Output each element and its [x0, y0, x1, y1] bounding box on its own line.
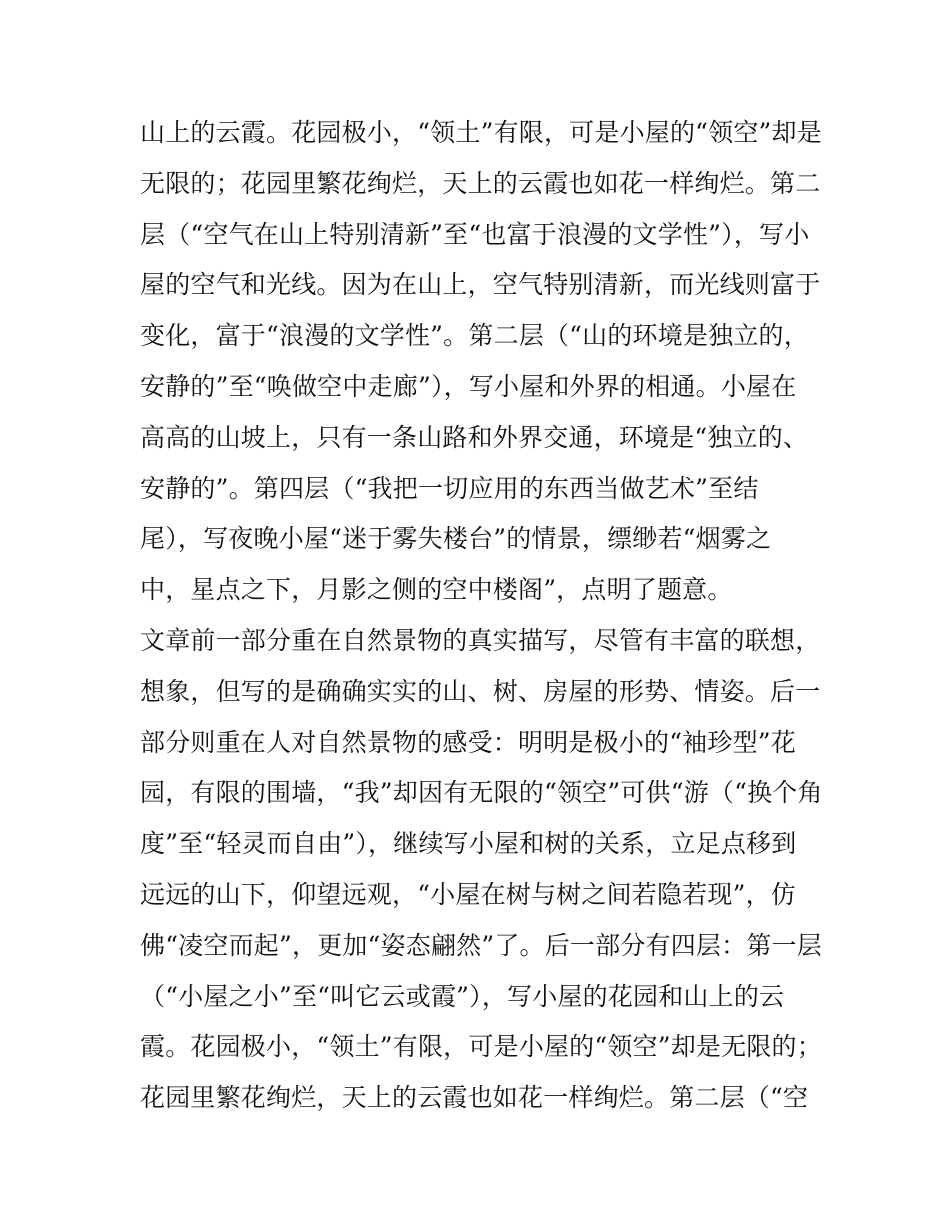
text-line: 层（“空气在山上特别清新”至“也富于浪漫的文学性”），写小 — [140, 219, 810, 249]
text-line: （“小屋之小”至“叫它云或霞”），写小屋的花园和山上的云 — [140, 981, 785, 1011]
text-line: 远远的山下，仰望远观，“小屋在树与树之间若隐若现”，仿 — [140, 879, 796, 909]
text-line: 安静的”至“唤做空中走廊”），写小屋和外界的相通。小屋在 — [140, 371, 797, 401]
text-line: 花园里繁花绚烂，天上的云霞也如花一样绚烂。第二层（“空 — [140, 1083, 809, 1113]
text-line: 变化，富于“浪漫的文学性”。第二层（“山的环境是独立的， — [140, 321, 809, 351]
text-line: 霞。花园极小，“领土”有限，可是小屋的“领空”却是无限的； — [140, 1032, 822, 1062]
text-line: 无限的；花园里繁花绚烂，天上的云霞也如花一样绚烂。第二 — [140, 168, 821, 198]
text-line: 高高的山坡上，只有一条山路和外界交通，环境是“独立的、 — [140, 422, 809, 452]
text-line: 园，有限的围墙，“我”却因有无限的“领空”可供“游（“换个角 — [140, 778, 823, 808]
text-line: 佛“凌空而起”，更加“姿态翩然”了。后一部分有四层：第一层 — [140, 930, 822, 960]
text-line: 度”至“轻灵而自由”），继续写小屋和树的关系，立足点移到 — [140, 829, 797, 859]
text-line: 尾），写夜晚小屋“迷于雾失楼台”的情景，缥缈若“烟雾之 — [140, 524, 772, 554]
text-line: 中，星点之下，月影之侧的空中楼阁”，点明了题意。 — [140, 575, 733, 605]
text-line: 部分则重在人对自然景物的感受：明明是极小的“袖珍型”花 — [140, 727, 796, 757]
text-line: 想象，但写的是确确实实的山、树、房屋的形势、情姿。后一 — [140, 676, 821, 706]
text-line: 安静的”。第四层（“我把一切应用的东西当做艺术”至结 — [140, 473, 759, 503]
body-text — [140, 108, 830, 1124]
text-line: 文章前一部分重在自然景物的真实描写，尽管有丰富的联想， — [140, 625, 821, 655]
text-line: 山上的云霞。花园极小，“领土”有限，可是小屋的“领空”却是 — [140, 118, 822, 147]
text-line: 屋的空气和光线。因为在山上，空气特别清新，而光线则富于 — [140, 270, 821, 300]
